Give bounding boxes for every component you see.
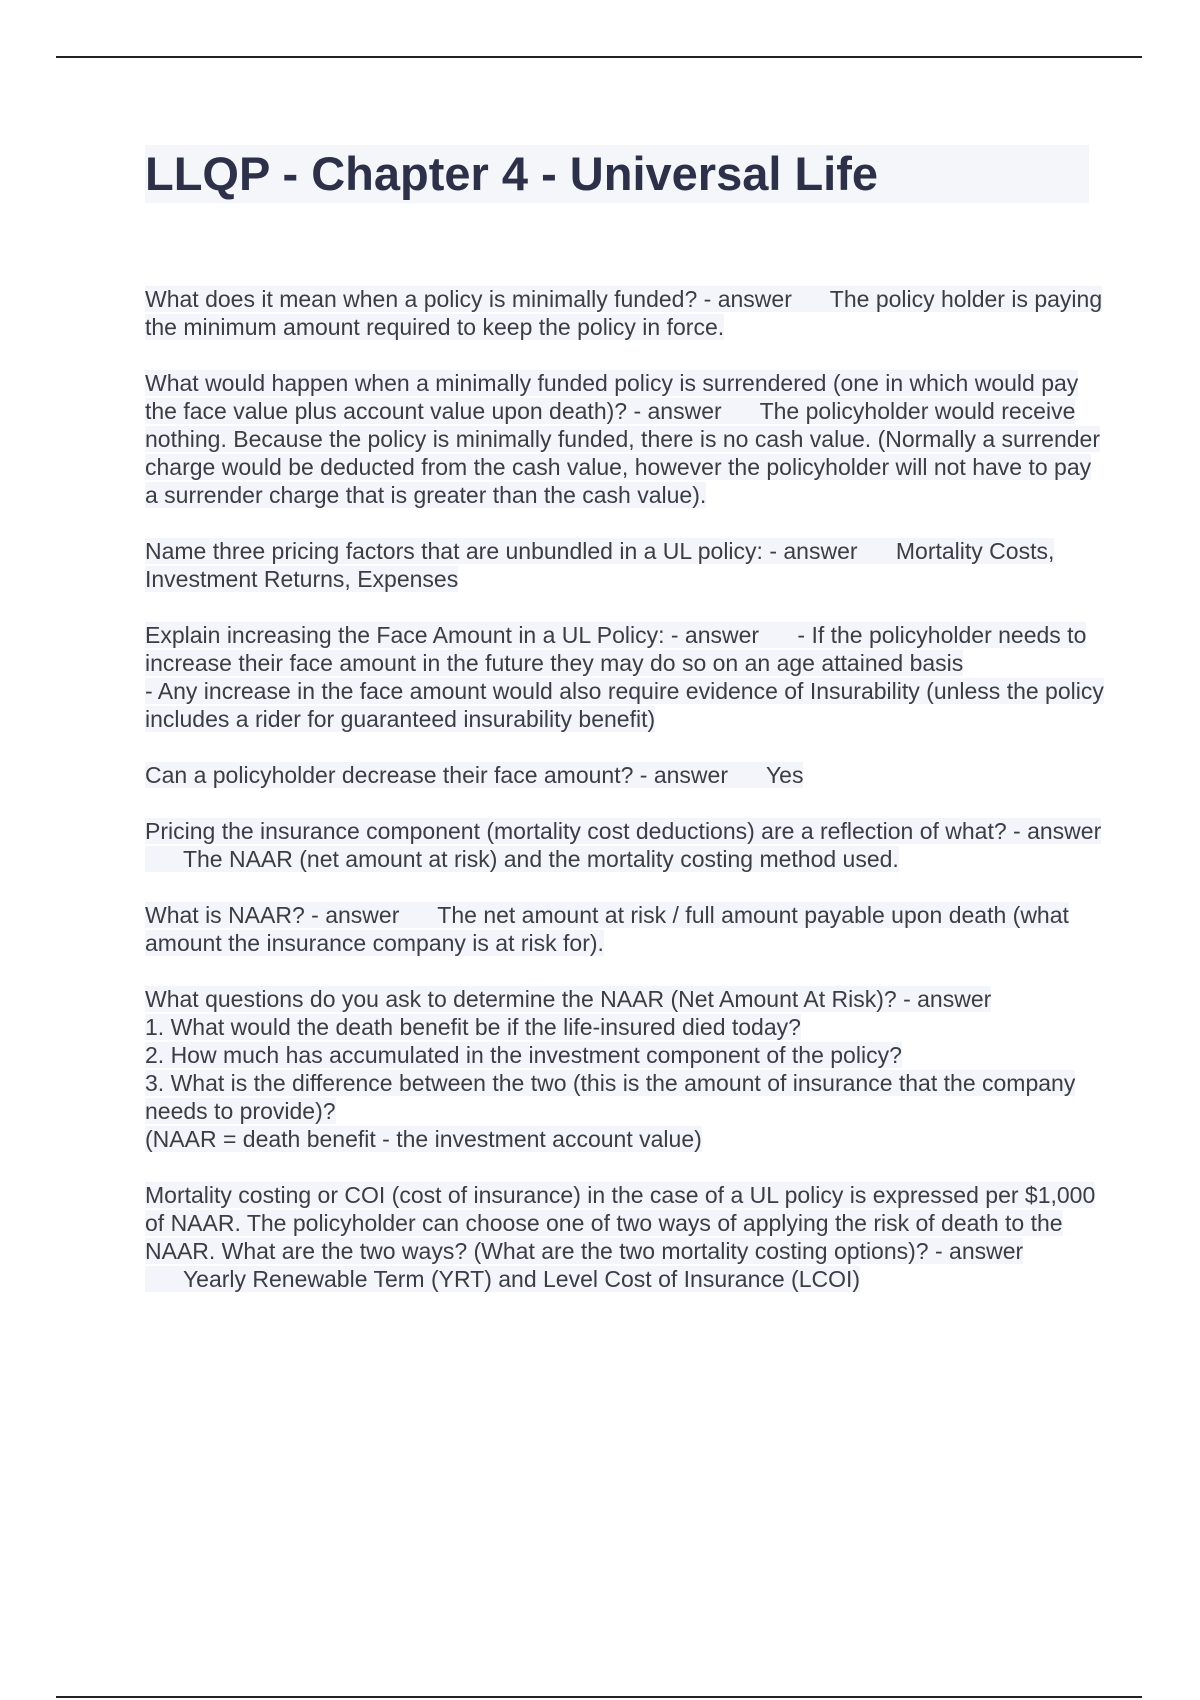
answer-text: The policy holder is paying the minimum amount required to keep the policy in force.: [145, 286, 1103, 340]
document-title: LLQP - Chapter 4 - Universal Life: [145, 145, 1089, 203]
top-rule: [56, 56, 1142, 58]
qa-item: [145, 285, 1105, 341]
answer-line: 2. How much has accumulated in the investment component of the policy?: [145, 1042, 902, 1068]
answer-text-line2: - Any increase in the face amount would also require evidence of Insurability (unless the policy includes a rider for guaranteed insurability benefit): [145, 678, 1104, 732]
question-text: Mortality costing or COI (cost of insurance) in the case of a UL policy is expressed per $1,000 of NAAR. The policyholder can choose one of two ways of applying the risk of death to the NAAR. What are the two ways? (What are the two mortality costing options)? - answer: [145, 1182, 1096, 1264]
question-text: What questions do you ask to determine the NAAR (Net Amount At Risk)? - answer: [145, 986, 992, 1012]
answer-text: The policyholder would receive nothing. Because the policy is minimally funded, there is no cash value. (Normally a surrender charge would be deducted from the cash value, however the policyholder will not have to pay a surrender charge that is greater than the cash value).: [145, 398, 1100, 508]
qa-item: [145, 761, 1105, 789]
answer-line: 3. What is the difference between the two (this is the amount of insurance that the company needs to provide)?: [145, 1070, 1076, 1124]
question-text: Pricing the insurance component (mortality cost deductions) are a reflection of what? - answer: [145, 818, 1102, 844]
answer-line: (NAAR = death benefit - the investment account value): [145, 1126, 702, 1152]
qa-item: [145, 901, 1105, 957]
question-text: Name three pricing factors that are unbundled in a UL policy: - answer: [145, 538, 858, 564]
answer-text: Mortality Costs, Investment Returns, Expenses: [145, 538, 1055, 592]
bottom-rule: [56, 1696, 1142, 1698]
answer-text: The NAAR (net amount at risk) and the mortality costing method used.: [182, 846, 899, 872]
qa-list: [145, 285, 1105, 1321]
answer-text: Yes: [765, 762, 804, 788]
question-text: Explain increasing the Face Amount in a UL Policy: - answer: [145, 622, 760, 648]
qa-item: [145, 621, 1105, 733]
qa-item: [145, 985, 1105, 1153]
answer-text: Yearly Renewable Term (YRT) and Level Cost of Insurance (LCOI): [182, 1266, 861, 1292]
answer-text: The net amount at risk / full amount payable upon death (what amount the insurance company is at risk for).: [145, 902, 1069, 956]
question-text: What is NAAR? - answer: [145, 902, 400, 928]
question-text: Can a policyholder decrease their face amount? - answer: [145, 762, 728, 788]
qa-item: [145, 537, 1105, 593]
answer-text: - If the policyholder needs to increase their face amount in the future they may do so on an age attained basis: [145, 622, 1087, 676]
qa-item: [145, 817, 1105, 873]
question-text: What does it mean when a policy is minimally funded? - answer: [145, 286, 792, 312]
qa-item: [145, 369, 1105, 509]
answer-line: 1. What would the death benefit be if the life-insured died today?: [145, 1014, 801, 1040]
qa-item: [145, 1181, 1105, 1293]
question-text: What would happen when a minimally funded policy is surrendered (one in which would pay the face value plus account value upon death)? - answer: [145, 370, 1079, 424]
